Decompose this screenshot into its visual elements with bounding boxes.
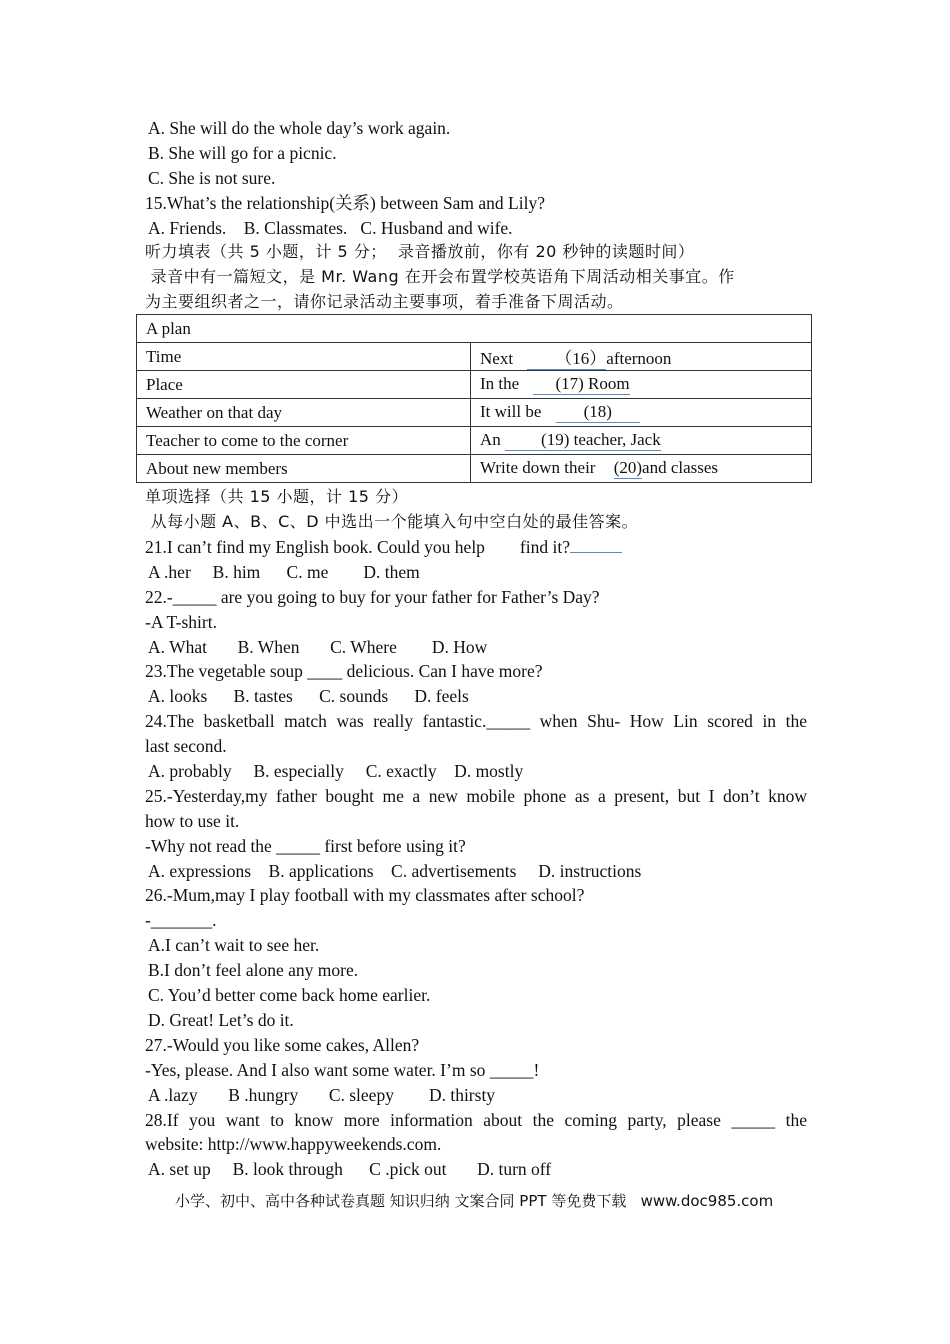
row-value [471,343,812,371]
mc-instruction: 从每小题 A、B、C、D 中选出一个能填入句中空白处的最佳答案。 [145,512,639,531]
q26-option-b: B.I don’t feel alone any more. [148,960,359,980]
value-prefix: It will be [480,402,546,421]
fill-blank-16: （16） [527,344,606,370]
page-footer: 小学、初中、高中各种试卷真题 知识归纳 文案合同 PPT 等免费下载 www.doc985.com [175,1192,774,1210]
row-label: Place [137,371,471,399]
q24-options: A. probably B. especially C. exactly D. mostly [148,761,524,781]
listening-intro-line2: 为主要组织者之一，请你记录活动主要事项，着手准备下周活动。 [145,292,624,311]
row-label: About new members [137,455,471,483]
q26-stem: 26.-Mum,may I play football with my classmates after school? [145,885,585,905]
q24-stem-line2: last second. [145,736,227,756]
q23-stem: 23.The vegetable soup ____ delicious. Can I have more? [145,661,543,681]
row-value [471,399,812,427]
fill-blank-18: (18) [556,402,640,423]
fill-blank-19: (19) teacher, Jack [505,430,661,451]
q25-stem-line2: how to use it. [145,811,240,831]
answer-blank [570,538,622,553]
value-suffix: and classes [642,458,719,477]
q22-options: A. What B. When C. Where D. How [148,637,488,657]
q15-options: A. Friends. B. Classmates. C. Husband and wife. [148,218,513,238]
row-value [471,371,812,399]
plan-table-title: A plan [137,315,812,343]
q15-stem: 15.What’s the relationship(关系) between Sam and Lily? [145,193,545,213]
row-label: Teacher to come to the corner [137,427,471,455]
q21-stem [145,536,622,558]
table-row [137,399,812,427]
row-label: Time [137,343,471,371]
q28-stem-line2: website: http://www.happyweekends.com. [145,1134,442,1154]
q24-stem-line1: 24.The basketball match was really fantastic._____ when Shu- How Lin scored in the [145,711,807,731]
value-prefix: An [480,430,506,449]
q14-option-c: C. She is not sure. [148,168,276,188]
plan-table [136,314,812,483]
value-prefix: In the [480,374,524,393]
q26-option-a: A.I can’t wait to see her. [148,935,320,955]
q14-option-b: B. She will go for a picnic. [148,143,337,163]
q22-stem: 22.-_____ are you going to buy for your father for Father’s Day? [145,587,600,607]
q27-options: A .lazy B .hungry C. sleepy D. thirsty [148,1085,496,1105]
q26-option-c: C. You’d better come back home earlier. [148,985,431,1005]
row-label: Weather on that day [137,399,471,427]
table-row [137,343,812,371]
listening-heading: 听力填表（共 5 小题，计 5 分； 录音播放前，你有 20 秒钟的读题时间） [145,242,695,261]
table-row [137,455,812,483]
q28-options: A. set up B. look through C .pick out D. turn off [148,1159,552,1179]
value-prefix: Next [480,348,518,368]
q21-options: A .her B. him C. me D. them [148,562,420,582]
table-row [137,427,812,455]
fill-blank-20: (20) [613,458,643,477]
q25-options: A. expressions B. applications C. advertisements D. instructions [148,861,642,881]
q22-answer: -A T-shirt. [145,612,217,632]
row-value [471,427,812,455]
q25-reply: -Why not read the _____ first before using it? [145,836,466,856]
q14-option-a: A. She will do the whole day’s work again. [148,118,451,138]
q21-stem-text: 21.I can’t find my English book. Could you help find it? [145,537,570,557]
q27-stem: 27.-Would you like some cakes, Allen? [145,1035,420,1055]
row-value [471,455,812,483]
q23-options: A. looks B. tastes C. sounds D. feels [148,686,469,706]
value-prefix: Write down their [480,458,600,477]
q26-option-d: D. Great! Let’s do it. [148,1010,294,1030]
table-row [137,371,812,399]
q26-blank: -_______. [145,910,217,930]
fill-blank-17: (17) Room [533,374,629,395]
mc-heading: 单项选择（共 15 小题，计 15 分） [145,487,409,506]
q28-stem-line1: 28.If you want to know more information about the coming party, please _____ the [145,1110,807,1130]
q25-stem-line1: 25.-Yesterday,my father bought me a new mobile phone as a present, but I don’t know [145,786,807,806]
q27-reply: -Yes, please. And I also want some water. I’m so _____! [145,1060,540,1080]
listening-intro-line1: 录音中有一篇短文，是 Mr. Wang 在开会布置学校英语角下周活动相关事宜。作 [145,267,735,286]
value-suffix: afternoon [606,348,672,368]
